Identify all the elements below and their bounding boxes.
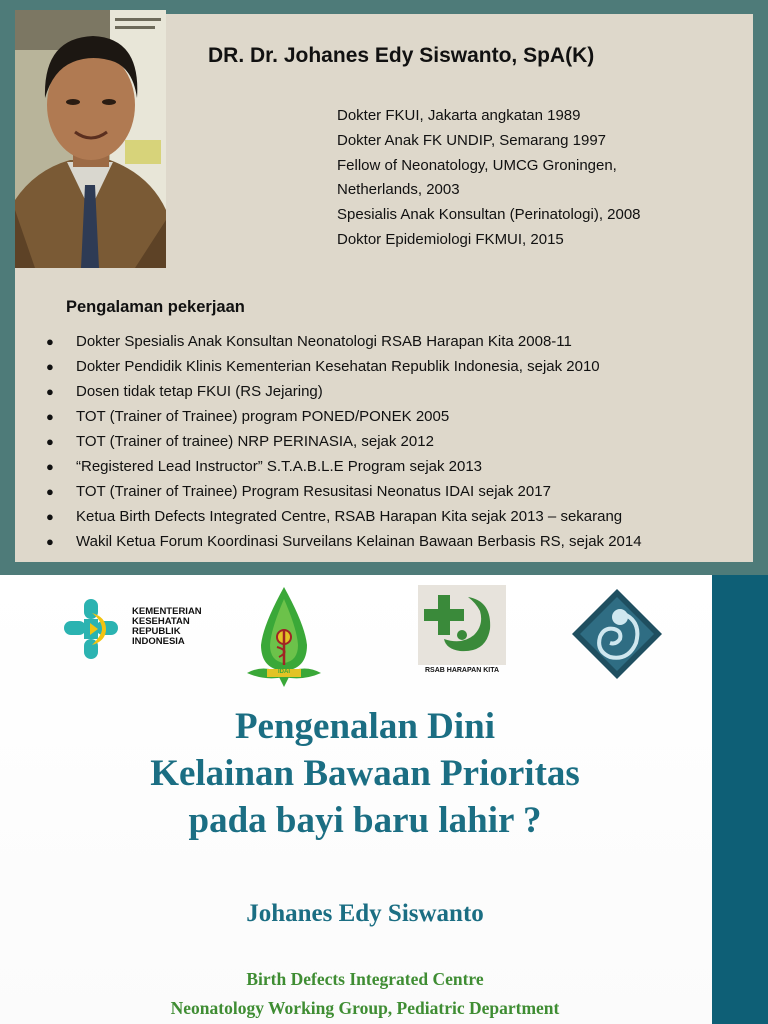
bullet-icon: ●	[46, 484, 54, 499]
education-item: Dokter Anak FK UNDIP, Semarang 1997	[337, 131, 607, 149]
kemenkes-logo	[62, 595, 212, 665]
author-name: Johanes Edy Siswanto	[246, 900, 484, 927]
title-line: Kelainan Bawaan Prioritas	[150, 753, 580, 794]
kemenkes-line: KEMENTERIAN	[132, 606, 202, 617]
fetus-diamond-logo	[570, 587, 664, 681]
experience-text: Wakil Ketua Forum Koordinasi Surveilans Kelainan Bawaan Berbasis RS, sejak 2014	[76, 533, 642, 550]
kemenkes-line: INDONESIA	[132, 636, 185, 647]
institution-block	[0, 965, 730, 1023]
education-item: Netherlands, 2003	[337, 181, 460, 199]
list-item	[44, 329, 744, 354]
doctor-name: DR. Dr. Johanes Edy Siswanto, SpA(K)	[208, 44, 595, 67]
bullet-icon: ●	[46, 534, 54, 549]
list-item	[44, 354, 744, 379]
experience-text: TOT (Trainer of Trainee) Program Resusitasi Neonatus IDAI sejak 2017	[76, 483, 551, 500]
education-item: Dokter FKUI, Jakarta angkatan 1989	[337, 107, 581, 124]
experience-text: Dosen tidak tetap FKUI (RS Jejaring)	[76, 383, 323, 400]
bullet-icon: ●	[46, 459, 54, 474]
list-item	[44, 429, 744, 454]
experience-text: Dokter Pendidik Klinis Kementerian Kesehatan Republik Indonesia, sejak 2010	[76, 358, 600, 375]
kemenkes-emblem-icon	[62, 595, 122, 665]
idai-logo	[243, 585, 325, 687]
bullet-icon: ●	[46, 334, 54, 349]
list-item	[44, 479, 744, 504]
institution-line: Birth Defects Integrated Centre	[246, 969, 484, 989]
list-item	[44, 529, 744, 554]
title-line: Pengenalan Dini	[234, 706, 496, 747]
kemenkes-line: KESEHATAN	[132, 616, 190, 627]
idai-wordmark: IDAI	[278, 669, 290, 675]
title-line: pada bayi baru lahir ?	[188, 800, 542, 841]
rsab-logo	[418, 585, 506, 683]
presentation-title	[0, 703, 730, 844]
education-item: Doktor Epidemiologi FKMUI, 2015	[337, 230, 564, 248]
experience-text: TOT (Trainer of Trainee) program PONED/PONEK 2005	[76, 408, 450, 425]
list-item	[44, 379, 744, 404]
bullet-icon: ●	[46, 434, 54, 449]
experience-text: “Registered Lead Instructor” S.T.A.B.L.E Program sejak 2013	[76, 458, 483, 475]
experience-list	[44, 329, 744, 554]
list-item	[44, 454, 744, 479]
education-list	[337, 104, 737, 253]
experience-heading: Pengalaman pekerjaan	[66, 298, 245, 316]
fetus-icon	[570, 587, 664, 681]
institution-line: Neonatology Working Group, Pediatric Department	[170, 998, 560, 1018]
bullet-icon: ●	[46, 509, 54, 524]
bullet-icon: ●	[46, 409, 54, 424]
kemenkes-wordmark	[132, 607, 202, 647]
portrait-photo	[15, 10, 166, 268]
list-item	[44, 504, 744, 529]
bullet-icon: ●	[46, 359, 54, 374]
experience-text: Dokter Spesialis Anak Konsultan Neonatologi RSAB Harapan Kita 2008-11	[76, 333, 572, 350]
education-item: Spesialis Anak Konsultan (Perinatologi), 2008	[337, 206, 641, 224]
rsab-wordmark: RSAB HARAPAN KITA	[424, 667, 500, 674]
bullet-icon: ●	[46, 384, 54, 399]
experience-text: TOT (Trainer of trainee) NRP PERINASIA, sejak 2012	[76, 433, 434, 450]
kemenkes-line: REPUBLIK	[132, 626, 181, 637]
experience-text: Ketua Birth Defects Integrated Centre, RSAB Harapan Kita sejak 2013 – sekarang	[76, 508, 623, 525]
education-item: Fellow of Neonatology, UMCG Groningen,	[337, 156, 617, 174]
rsab-emblem-icon	[418, 585, 506, 665]
list-item	[44, 404, 744, 429]
title-slide	[0, 575, 768, 1024]
